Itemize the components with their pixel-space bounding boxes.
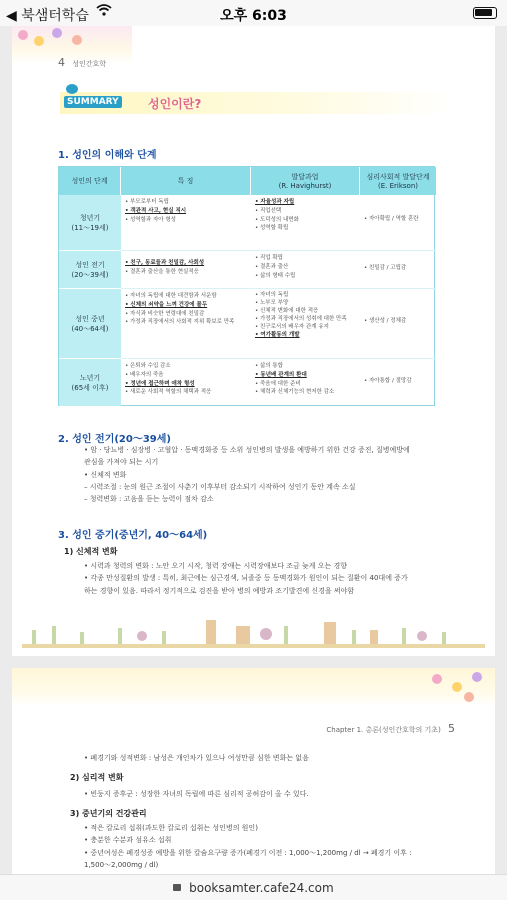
floral-decoration xyxy=(12,668,495,706)
document-page-4 xyxy=(12,26,495,656)
table-cell-erikson: • 자아통합 / 절망감 xyxy=(364,378,412,384)
running-head: Chapter 1. 총론(성인간호학의 기초) xyxy=(326,726,441,734)
battery-icon xyxy=(473,7,497,19)
table-header-havighurst: 발달과업 (R. Havighurst) xyxy=(251,167,360,195)
table-cell-tasks: • 자율성과 자립 • 직업선택 • 도덕성의 내면화 • 성역할 확립 xyxy=(251,195,360,251)
table-row-early-adult xyxy=(59,251,121,289)
section2-title: 2. 성인 전기(20～39세) xyxy=(58,434,171,445)
flower-icon xyxy=(34,36,44,46)
adult-stages-table xyxy=(58,166,435,406)
table-cell-erikson: • 자아확립 / 역할 혼란 xyxy=(360,195,436,251)
table-cell-features: • 자녀의 독립에 대한 대견함과 서운함 • 신체의 쇠약을 느껴 건강에 몰두 • 자식과 비슷한 연령대에 친밀감 • 가정과 직장에서의 사회적 지위 확보로 만족 xyxy=(121,289,251,359)
flower-icon xyxy=(472,672,482,682)
flower-icon xyxy=(452,682,462,692)
section3-body: • 시력과 청력의 변화 : 노안 오기 시작, 청력 장애는 시력장애보다 조금 늦게 오는 경향 • 각종 만성질환의 발생 : 특히, 최근에는 심근경색, 뇌졸중 등 동맥경화가 원인이 되는 질환이 40대에 증가 하는 경향이 있음. 따라서 정기적으로 검진을 받아 병의 예방과 조기발견에 신경을 써야함 xyxy=(84,562,408,595)
page-number: 5 xyxy=(448,722,455,735)
flower-icon xyxy=(432,674,442,684)
summary-label: SUMMARY xyxy=(64,96,122,108)
table-cell-erikson: • 친밀감 / 고립감 xyxy=(360,251,436,289)
section2-body: • 암 · 당뇨병 · 심장병 · 고혈압 · 동맥경화증 등 소위 성인병의 발생을 예방하기 위한 건강 증진, 질병예방에 관심을 가져야 되는 시기 • 신체적 변화 – 시력조절 : 눈의 원근 조절이 사춘기 이후부터 감소되기 시작하여 성인기 동안 계속 소실 – 청력변화 : 고음을 듣는 능력이 점차 감소 xyxy=(84,446,410,503)
health-care-body: • 적은 칼로리 섭취(과도한 칼로리 섭취는 성인병의 원인) • 충분한 수분과 섬유소 섭취 • 중년여성은 폐경성증 예방을 위한 칼슘요구량 증가(폐경기 이전 : 1,000～1,200mg / dl → 폐경기 이후 : 1,500～2,000mg / dl) xyxy=(84,824,412,869)
table-cell-tasks: • 직업 확립 • 결혼과 출산 • 삶의 형태 수립 xyxy=(251,251,360,289)
table-row-adolescence xyxy=(59,195,121,251)
table-cell-features: • 부모로부터 독립 • 객관적 사고, 현실 직시 • 성역할과 자아 형성 xyxy=(121,195,251,251)
back-to-app-button[interactable]: ◀ 북샘터학습 xyxy=(6,8,89,24)
table-cell-tasks: • 자녀의 독립 • 노부모 부양 • 신체적 변화에 대한 적응 • 가정과 직장에서의 성취에 대한 만족 • 친구로서의 배우자 관계 유지 • 여가활동의 개발 xyxy=(251,289,360,359)
clock: 오후 6:03 xyxy=(220,8,287,24)
status-bar xyxy=(0,0,507,26)
summary-title: 성인이란? xyxy=(148,97,202,111)
running-head: 성인간호학 xyxy=(72,60,106,68)
health-care-subtitle: 3) 중년기의 건강관리 xyxy=(70,809,147,818)
flower-icon xyxy=(464,692,474,702)
empty-nest-line: • 빈둥지 증후군 : 성장한 자녀의 독립에 따른 심리적 공허감이 올 수 있다. xyxy=(84,790,309,798)
page-number: 4 xyxy=(58,56,65,69)
document-page-5 xyxy=(12,668,495,878)
psych-change-subtitle: 2) 심리적 변화 xyxy=(70,773,124,782)
summary-banner xyxy=(60,92,454,114)
person-icon xyxy=(66,84,78,94)
stage-name: 노년기 xyxy=(79,373,101,382)
city-skyline-decoration xyxy=(22,586,485,648)
address-bar[interactable] xyxy=(0,874,507,900)
table-header-stage: 성인의 단계 xyxy=(59,167,121,195)
table-header-features: 특 징 xyxy=(121,167,251,195)
stage-name: 성인 전기 xyxy=(75,260,105,269)
flower-icon xyxy=(18,30,28,40)
table-row-old-age xyxy=(59,359,121,406)
stage-range: (40～64세) xyxy=(71,324,109,333)
section3-subtitle: 1) 신체적 변화 xyxy=(64,547,118,556)
stage-name: 성인 중년 xyxy=(75,314,105,323)
stage-range: (11～19세) xyxy=(71,223,109,232)
table-cell-tasks: • 삶의 통합 • 동년배 관계의 환대 • 죽음에 대한 준비 • 체력과 신체기능의 현저한 감소 xyxy=(255,363,335,396)
table-header-erikson: 심리사회적 발달단계 (E. Erikson) xyxy=(360,167,436,195)
menopause-line: • 폐경기와 성적변화 : 남성은 개인차가 있으나 여성만큼 심한 변화는 없음 xyxy=(84,754,309,762)
url-text[interactable]: booksamter.cafe24.com xyxy=(189,881,334,895)
table-cell-erikson: • 생산성 / 정체감 xyxy=(360,289,436,359)
lock-icon xyxy=(173,884,181,891)
table-cell-features: • 친구, 동료들과 친밀감, 사회성 • 결혼과 출산을 통한 현실적응 xyxy=(121,251,251,289)
table-cell-features: • 은퇴와 수입 감소 • 배우자의 죽음 • 정년에 접근하며 애착 형성 • 새로운 사회적 역할의 채택과 적응 xyxy=(125,363,212,396)
section3-title: 3. 성인 중기(중년기, 40～64세) xyxy=(58,530,208,541)
stage-range: (20～39세) xyxy=(71,270,109,279)
table-row-middle-age xyxy=(59,289,121,359)
stage-range: (65세 이후) xyxy=(71,383,109,392)
flower-icon xyxy=(72,35,82,45)
flower-icon xyxy=(52,28,62,38)
section1-title: 1. 성인의 이해와 단계 xyxy=(58,150,157,161)
stage-name: 청년기 xyxy=(79,213,101,222)
